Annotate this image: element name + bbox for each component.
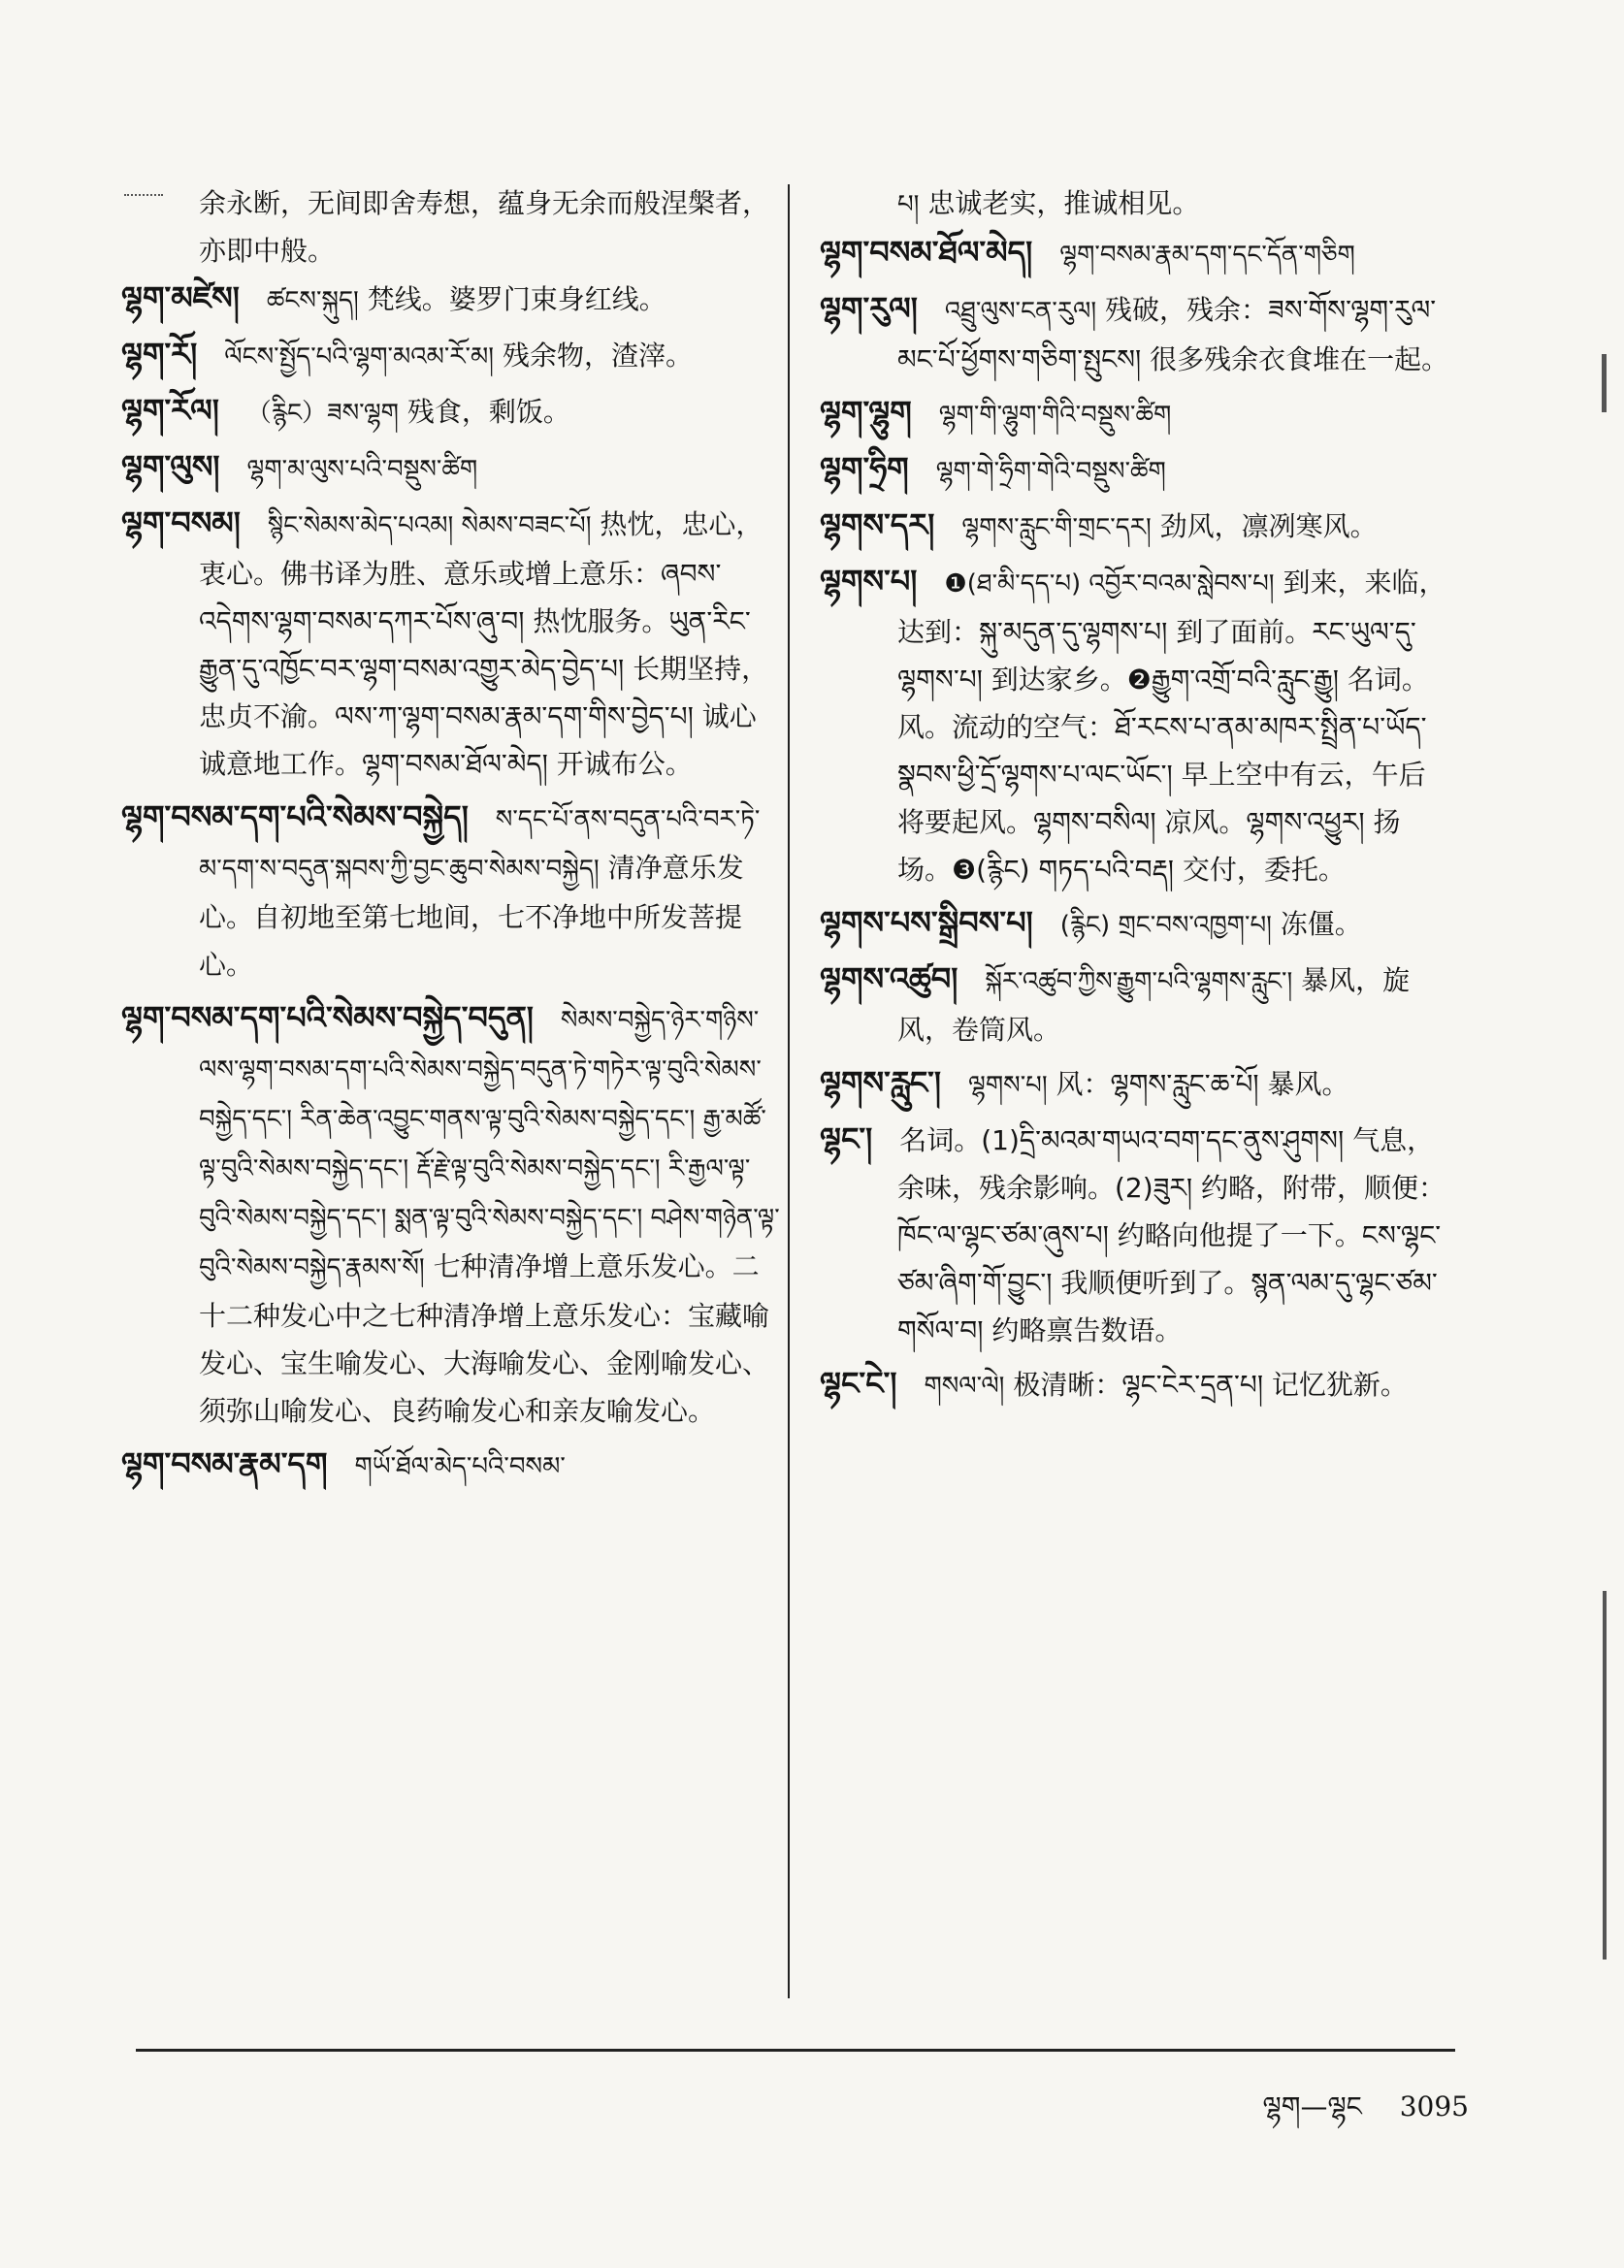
entry-headword: ལྷང་། xyxy=(820,1120,873,1157)
entry-headword: ལྷག་ལུས། xyxy=(121,448,220,485)
dictionary-entry xyxy=(121,387,781,437)
entry-headword: ལྷགས་པས་སྒྲིབས་པ། xyxy=(820,904,1033,941)
entry-headword: ལྷག་རོ། xyxy=(121,336,198,373)
dictionary-entry xyxy=(820,1360,1450,1410)
entry-tibetan-definition: ས་དང་པོ་ནས་བདུན་པའི་བར་ཏེ་མ་དག་ས་བདུན་སྐབས་ཀྱི་བྱང་ཆུབ་སེམས་བསྐྱེད། xyxy=(199,805,761,884)
entry-chinese-definition: 清净意乐发心。自初地至第七地间，七不净地中所发菩提心。 xyxy=(199,852,744,981)
page-number: 3095 xyxy=(1399,2090,1469,2122)
edge-mark xyxy=(1602,354,1607,412)
entry-headword: ལྷགས་རླུང་། xyxy=(820,1064,941,1101)
entry-tibetan-definition: སྐོར་འཚུབ་ཀྱིས་རྒྱུག་པའི་ལྷགས་རླུང་། xyxy=(985,967,1293,996)
entry-tibetan-definition: ལྷག་གེ་ཧྲིག་གེའི་བསྡུས་ཚིག xyxy=(935,457,1166,486)
entry-tibetan-definition: ལྷག་གི་ལྷུག་གིའི་བསྡུས་ཚིག xyxy=(938,401,1172,430)
entry-chinese-definition: 七种清净增上意乐发心。二十二种发心中之七种清净增上意乐发心：宝藏喻发心、宝生喻发心、大海喻发心、金刚喻发心、须弥山喻发心、良药喻发心和亲友喻发心。 xyxy=(199,1250,770,1427)
dictionary-entry xyxy=(820,558,1450,893)
dictionary-entry xyxy=(820,285,1450,383)
entry-chinese-definition: 极清晰：ལྷང་ངེར་དྲན་པ། 记忆犹新。 xyxy=(1013,1369,1408,1401)
entry-tibetan-definition: ལྷག་བསམ་རྣམ་དག་དང་དོན་གཅིག xyxy=(1059,241,1355,270)
entry-chinese-definition: 梵线。婆罗门束身红线。 xyxy=(367,283,666,315)
entry-headword: ལྷང་ངེ་། xyxy=(820,1365,897,1402)
dictionary-entry xyxy=(121,331,781,381)
entry-headword: ལྷག་བསམ་དག་པའི་སེམས་བསྐྱེད། xyxy=(121,798,469,835)
dictionary-entry xyxy=(121,500,781,788)
entry-chinese-definition: 风：ལྷགས་རླུང་ཆ་པོ། 暴风。 xyxy=(1056,1068,1349,1100)
dictionary-entry xyxy=(820,445,1450,496)
entry-headword: ལྷག་བསམ་རྣམ་དག xyxy=(121,1445,328,1482)
entry-tibetan-definition: （རྙིང）ཟས་ལྷག xyxy=(245,399,399,428)
right-column xyxy=(820,179,1450,1416)
entry-headword: ལྷག་བསམ། xyxy=(121,504,241,541)
entry-headword: ལྷགས་འཚུབ། xyxy=(820,960,958,997)
dictionary-entry xyxy=(820,956,1450,1053)
entry-headword: ལྷག་རོལ། xyxy=(121,392,219,429)
entry-chinese-definition: 残余物，渣滓。 xyxy=(502,340,693,372)
entry-headword: ལྷག་ཧྲིག xyxy=(820,450,909,487)
left-column xyxy=(121,179,781,1497)
headword-range: ལྷག—ལྷང xyxy=(1262,2090,1362,2122)
entry-chinese-definition: 名词。(1)དྲི་མའམ་གཡའ་བག་དང་ནུས་ཤུགས། 气息，余味，残余影响。(2)ཟུར། 约略，附带，顺便：ཁོང་ལ་ལྷང་ཙམ་ཞུས་པ། 约略向他提了一下。ངས་ལྷང་ཙམ་ཞིག་གོ་བྱུང་། 我顺便听到了。སྙན་ལམ་དུ་ལྷང་ཙམ་གསོལ་བ། 约略禀告数语。 xyxy=(897,1124,1445,1346)
entry-chinese-definition: 热忱，忠心，衷心。佛书译为胜、意乐或增上意乐：ཞབས་འདེགས་ལྷག་བསམ་དཀར་པོས་ཞུ་བ། 热忱服务。ཡུན་རིང་རྒྱུན་དུ་འཁྱོང་བར་ལྷག་བསམ་འགྱུར་མེད་བྱེད་པ། 长期坚持，忠贞不渝。ལས་ཀ་ལྷག་བསམ་རྣམ་དག་གིས་བྱེད་པ། 诚心诚意地工作。ལྷག་བསམ་ཐོལ་མེད། 开诚布公。 xyxy=(199,508,769,780)
entry-tibetan-definition: ❶(ཐ་མི་དད་པ) འབྱོར་བའམ་སླེབས་པ། xyxy=(944,569,1275,599)
entry-chinese-definition: 劲风，凛冽寒风。 xyxy=(1159,510,1378,542)
entry-headword: ལྷག་མཛེས། xyxy=(121,279,240,316)
dictionary-entry xyxy=(121,1441,781,1491)
edge-mark xyxy=(1603,1591,1607,1960)
entry-tibetan-definition: ལྷག་མ་ལུས་པའི་བསྡུས་ཚིག xyxy=(246,455,478,484)
dictionary-entry xyxy=(820,1059,1450,1110)
entry-headword: ལྷག་རུལ། xyxy=(820,290,918,327)
entry-headword: ལྷག་བསམ་དག་པའི་སེམས་བསྐྱེད་བདུན། xyxy=(121,999,534,1036)
entry-headword: ལྷག་བསམ་ཐོལ་མེད། xyxy=(820,234,1033,271)
entry-chinese-definition: 暴风，旋风，卷筒风。 xyxy=(897,964,1411,1046)
dictionary-entry xyxy=(121,443,781,494)
entry-headword: ལྷགས་པ། xyxy=(820,563,918,599)
entry-tibetan-definition: འཐྲུ་ལུས་ངན་རུལ། xyxy=(944,297,1097,326)
entry-tibetan-definition: ལྷགས་པ། xyxy=(968,1071,1048,1100)
footer-rule xyxy=(136,2049,1455,2052)
entry-tibetan-definition: ལྷགས་རླུང་གི་གྲང་དར། xyxy=(961,513,1152,542)
page-footer xyxy=(1263,2076,1469,2153)
dictionary-entry xyxy=(820,899,1450,950)
entry-chinese-definition: 到来，来临，达到：སྐུ་མདུན་དུ་ལྷགས་པ། 到了面前。རང་ཡུལ་དུ་ལྷགས་པ། 到达家乡。❷རྒྱུག་འགྲོ་བའི་རླུང་རྒྱུ། 名词。风。流动的空气：ཐོ་རངས་པ་ནམ་མཁར་སྤྲིན་པ་ཡོད་སྣབས་ཕྱི་དྲོ་ལྷགས་པ་ལང་ཡོང་། 早上空中有云，午后将要起风。ལྷགས་བསིལ། 凉风。ལྷགས་འཕྱུར། 扬场。❸(རྙིང) གཏད་པའི་བརྡ། 交付，委托。 xyxy=(897,567,1446,886)
continuation-text: 余永断，无间即舍寿想，蕴身无余而般涅槃者，亦即中般。 xyxy=(199,187,770,267)
entry-headword: ལྷག་ལྷུག xyxy=(820,394,912,431)
column-divider xyxy=(788,184,790,1998)
entry-tibetan-definition: ཚངས་སྐུད། xyxy=(266,286,359,315)
entry-tibetan-definition: གསལ་ལེ། xyxy=(924,1372,1005,1401)
entry-chinese-definition: 冻僵。 xyxy=(1280,908,1362,940)
entry-tibetan-definition: (རྙིང) གྲང་བས་འཁྱག་པ། xyxy=(1059,911,1272,940)
dictionary-entry xyxy=(121,994,781,1435)
dictionary-entry xyxy=(820,229,1450,279)
entry-continuation xyxy=(897,179,1450,229)
dictionary-entry xyxy=(121,275,781,325)
dictionary-entry xyxy=(121,794,781,988)
entry-headword: ལྷགས་དར། xyxy=(820,506,935,543)
dictionary-entry xyxy=(820,389,1450,439)
entry-tibetan-definition: སེམས་བསྐྱེད་ཉེར་གཉིས་ལས་ལྷག་བསམ་དག་པའི་སེམས་བསྐྱེད་བདུན་ཏེ་གཏེར་ལྟ་བུའི་སེམས་བསྐྱེད་དང་། རིན་ཆེན་འབྱུང་གནས་ལྟ་བུའི་སེམས་བསྐྱེད་དང་། རྒྱ་མཚོ་ལྟ་བུའི་སེམས་བསྐྱེད་དང་། རྡོ་རྗེ་ལྟ་བུའི་སེམས་བསྐྱེད་དང་། རི་རྒྱལ་ལྟ་བུའི་སེམས་བསྐྱེད་དང་། སྨན་ལྟ་བུའི་སེམས་བསྐྱེད་དང་། བཤེས་གཉེན་ལྟ་བུའི་སེམས་བསྐྱེད་རྣམས་སོ། xyxy=(199,1006,780,1282)
dictionary-entry xyxy=(820,1116,1450,1354)
continuation-tibetan: པ། xyxy=(897,190,920,219)
entry-chinese-definition: 残食，剩饭。 xyxy=(406,396,570,428)
continuation-text: 忠诚老实，推诚相见。 xyxy=(927,187,1200,219)
entry-tibetan-definition: ལོངས་སྤྱོད་པའི་ལྷག་མའམ་རོ་མ། xyxy=(224,342,495,372)
entry-tibetan-definition: སྙིང་སེམས་མེད་པའམ། སེམས་བཟང་པོ། xyxy=(267,511,592,540)
entry-chinese-definition: 残破，残余：ཟས་གོས་ལྷག་རུལ་མང་པོ་ཕྱོགས་གཅིག་སྤུངས། 很多残余衣食堆在一起。 xyxy=(897,294,1449,375)
entry-tibetan-definition: གཡོ་ཐོལ་མེད་པའི་བསམ་ xyxy=(354,1452,566,1481)
entry-continuation xyxy=(199,179,781,275)
dictionary-entry xyxy=(820,502,1450,552)
